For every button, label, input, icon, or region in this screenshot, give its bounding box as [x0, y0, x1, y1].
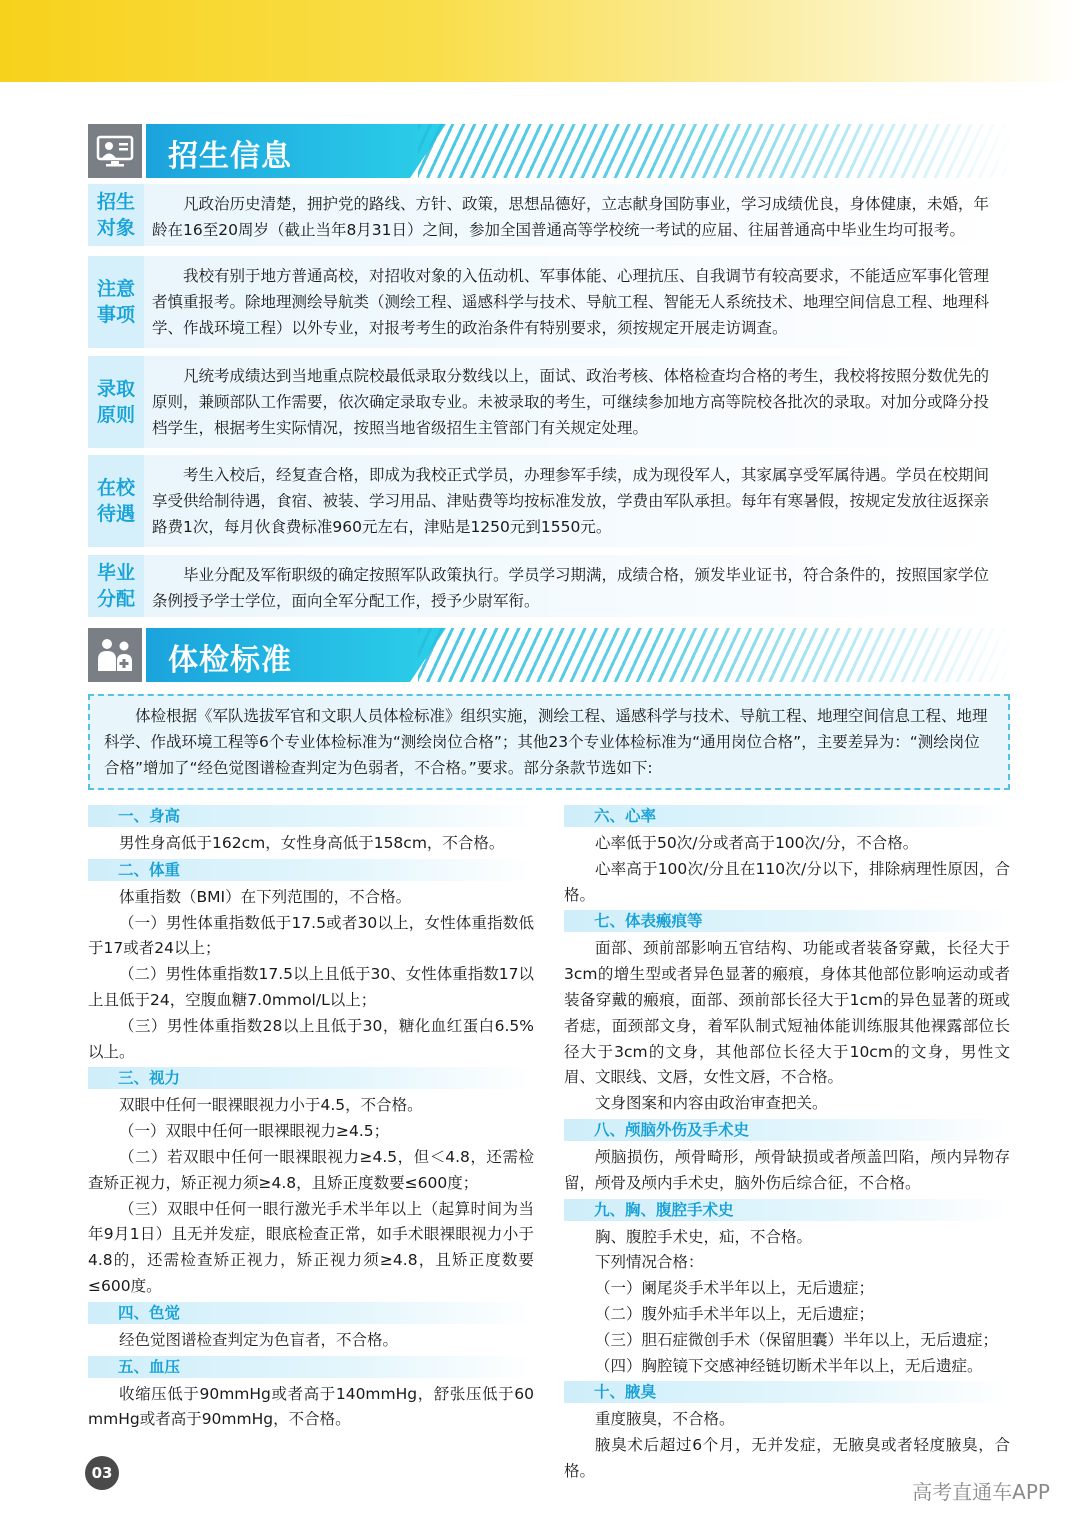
item-text: 腋臭术后超过6个月，无并发症，无腋臭或者轻度腋臭，合格。: [564, 1436, 1010, 1480]
item-heading: 五、血压: [88, 1356, 534, 1378]
item-heading: 十、腋臭: [564, 1381, 1010, 1403]
standards-left-column: [88, 803, 534, 1433]
decor-stripes: [418, 124, 1013, 178]
standards-right-column: [564, 803, 1010, 1485]
item-text: （四）胸腔镜下交感神经链切断术半年以上，无后遗症。: [595, 1356, 983, 1375]
item-text: （三）胆石症微创手术（保留胆囊）半年以上，无后遗症；: [595, 1330, 999, 1349]
top-decor-band: [0, 0, 1080, 82]
item-text: （二）腹外疝手术半年以上，无后遗症；: [595, 1304, 875, 1323]
item-text: 颅脑损伤，颅骨畸形，颅骨缺损或者颅盖凹陷，颅内异物存留，颅骨及颅内手术史，脑外伤后综合征，不合格。: [564, 1147, 1010, 1192]
section-title: 招生信息: [168, 139, 292, 174]
info-row-notice: [88, 256, 1010, 348]
item-text: 心率高于100次/分且在110次/分以下，排除病理性原因，合格。: [564, 859, 1010, 904]
item-text: 文身图案和内容由政治审查把关。: [595, 1094, 828, 1113]
item-text: 下列情况合格：: [595, 1253, 704, 1272]
row-text: 凡政治历史清楚，拥护党的路线、方针、政策，思想品德好，立志献身国防事业，学习成绩优良，身体健康，未婚，年龄在16至20周岁（截止当年8月31日）之间，参加全国普通高等学校统一考试的应届、往届普通高中毕业生均可报考。: [144, 184, 1010, 246]
item-text: 体重指数（BMI）在下列范围的，不合格。: [119, 887, 412, 906]
item-text: （一）双眼中任何一眼裸眼视力≥4.5；: [119, 1122, 390, 1141]
section-title: 体检标准: [168, 643, 292, 678]
item-heading: 六、心率: [564, 805, 1010, 827]
item-text: （一）男性体重指数低于17.5或者30以上，女性体重指数低于17或者24以上；: [88, 913, 534, 958]
item-heading: 八、颅脑外伤及手术史: [564, 1119, 1010, 1141]
info-row-graduation: [88, 555, 1010, 617]
row-text: 考生入校后，经复查合格，即成为我校正式学员，办理参军手续，成为现役军人，其家属享受军属待遇。学员在校期间享受供给制待遇，食宿、被装、学习用品、津贴费等均按标准发放，学费由军队承担。每年有寒暑假，按规定发放往返探亲路费1次，每月伙食费标准960元左右，津贴是1250元到1550元。: [144, 455, 1010, 547]
row-label: 招生 对象: [88, 184, 144, 246]
row-text: 毕业分配及军衔职级的确定按照军队政策执行。学员学习期满，成绩合格，颁发毕业证书，符合条件的，按照国家学位条例授予学士学位，面向全军分配工作，授予少尉军衔。: [144, 555, 1010, 617]
item-text: 重度腋臭，不合格。: [595, 1410, 735, 1429]
page-number: 03: [85, 1456, 119, 1490]
physical-intro-box: 体检根据《军队选拔军官和文职人员体检标准》组织实施，测绘工程、遥感科学与技术、导航工程、地理空间信息工程、地理科学、作战环境工程等6个专业体检标准为“测绘岗位合格”；其他23个专业体检标准为“通用岗位合格”，主要差异为：“测绘岗位合格”增加了“经色觉图谱检查判定为色弱者，不合格。”要求。部分条款节选如下:: [88, 694, 1010, 790]
item-heading: 七、体表瘢痕等: [564, 910, 1010, 932]
section-header-physical: [88, 628, 1008, 682]
item-text: （二）若双眼中任何一眼裸眼视力≥4.5，但＜4.8，还需检查矫正视力，矫正视力须≥4.8，且矫正度数要≤600度；: [88, 1147, 534, 1192]
item-text: （二）男性体重指数17.5以上且低于30、女性体重指数17以上且低于24，空腹血糖7.0mmol/L以上；: [88, 965, 534, 1009]
item-heading: 三、视力: [88, 1067, 534, 1089]
item-text: （一）阑尾炎手术半年以上，无后遗症；: [595, 1279, 875, 1298]
item-text: 男性身高低于162cm，女性身高低于158cm，不合格。: [119, 834, 505, 852]
presentation-icon: [88, 124, 142, 178]
item-text: 双眼中任何一眼裸眼视力小于4.5，不合格。: [119, 1096, 423, 1115]
section-header-enroll: [88, 124, 1008, 178]
item-text: （三）双眼中任何一眼行激光手术半年以上（起算时间为当年9月1日）且无并发症，眼底检查正常，如手术眼裸眼视力小于4.8的，还需检查矫正视力，矫正视力须≥4.8，且矫正度数要≤600度。: [88, 1199, 534, 1295]
decor-stripes: [418, 628, 1013, 682]
item-heading: 九、胸、腹腔手术史: [564, 1199, 1010, 1221]
row-label: 录取 原则: [88, 356, 144, 448]
item-text: 心率低于50次/分或者高于100次/分，不合格。: [595, 834, 919, 852]
item-text: 胸、腹腔手术史，疝，不合格。: [595, 1227, 813, 1246]
row-text: 凡统考成绩达到当地重点院校最低录取分数线以上，面试、政治考核、体格检查均合格的考生，我校将按照分数优先的原则，兼顾部队工作需要，依次确定录取专业。未被录取的考生，可继续参加地方高等院校各批次的录取。对加分或降分投档学生，根据考生实际情况，按照当地省级招生主管部门有关规定处理。: [144, 356, 1010, 448]
item-text: 面部、颈前部影响五官结构、功能或者装备穿戴，长径大于3cm的增生型或者异色显著的瘢痕，身体其他部位影响运动或者装备穿戴的瘢痕，面部、颈前部长径大于1cm的异色显著的斑或者痣，面颈部文身，着军队制式短袖体能训练服其他裸露部位长径大于3cm的文身，其他部位长径大于10cm的文身，男性文眉、文眼线、文唇，女性文唇，不合格。: [564, 939, 1010, 1087]
info-row-admission: [88, 356, 1010, 448]
row-label: 注意 事项: [88, 256, 144, 348]
item-text: （三）男性体重指数28以上且低于30，糖化血红蛋白6.5%以上。: [88, 1016, 534, 1061]
medical-staff-icon: [88, 628, 142, 682]
item-heading: 二、体重: [88, 859, 534, 881]
info-row-benefits: [88, 455, 1010, 547]
row-text: 我校有别于地方普通高校，对招收对象的入伍动机、军事体能、心理抗压、自我调节有较高要求，不能适应军事化管理者慎重报考。除地理测绘导航类（测绘工程、遥感科学与技术、导航工程、智能无人系统技术、地理空间信息工程、地理科学、作战环境工程）以外专业，对报考考生的政治条件有特别要求，须按规定开展走访调查。: [144, 256, 1010, 348]
info-row-target: [88, 184, 1010, 246]
item-heading: 四、色觉: [88, 1302, 534, 1324]
item-heading: 一、身高: [88, 805, 534, 827]
watermark-text: 高考直通车APP: [912, 1480, 1050, 1504]
row-label: 在校 待遇: [88, 455, 144, 547]
item-text: 收缩压低于90mmHg或者高于140mmHg，舒张压低于60 mmHg或者高于90mmHg，不合格。: [88, 1384, 534, 1429]
item-text: 经色觉图谱检查判定为色盲者，不合格。: [119, 1330, 399, 1349]
row-label: 毕业 分配: [88, 555, 144, 617]
